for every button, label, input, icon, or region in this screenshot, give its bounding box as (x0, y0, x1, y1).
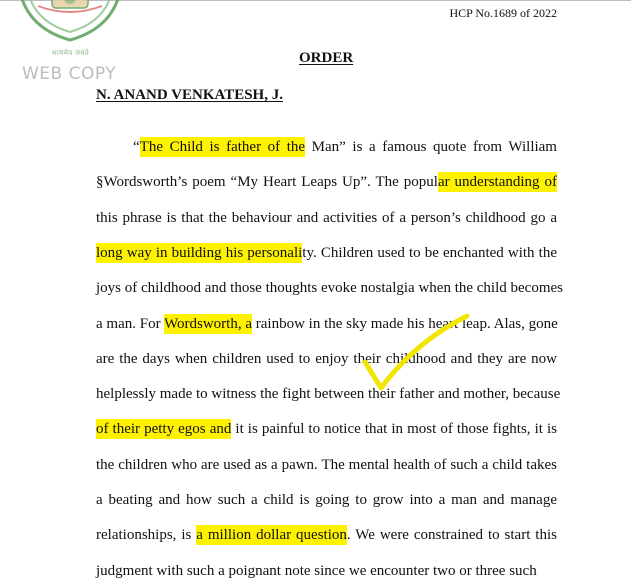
paragraph-line (96, 560, 557, 582)
paragraph-line (96, 242, 557, 264)
judge-name: N. ANAND VENKATESH, J. (96, 87, 283, 103)
paragraph-line (96, 348, 557, 370)
text-segment: a man. For (96, 315, 165, 332)
text-segment: it is painful to notice that in most of those fights, it is (231, 421, 557, 438)
highlighted-text: The Child is father of the (139, 139, 306, 155)
seal-caption: सत्यमेव जयते (52, 49, 90, 57)
paragraph-line (96, 207, 557, 229)
paragraph-line (96, 524, 557, 546)
paragraph-line (96, 313, 557, 335)
text-segment: §Wordsworth’s poem “My Heart Leaps Up”. The popul (96, 174, 438, 191)
highlighted-text: a million dollar question (196, 527, 347, 544)
text-segment: the children who are used as a pawn. The mental health of such a child takes (96, 456, 557, 473)
highlighted-text: ar understanding of (437, 174, 557, 191)
text-segment: relationships, is (96, 527, 197, 544)
text-segment: helplessly made to witness the fight between their father and mother, because (96, 386, 561, 403)
text-segment: this phrase is that the behaviour and activities of a person’s childhood go a (96, 209, 557, 226)
paragraph-line (96, 489, 557, 511)
text-segment: rainbow in the sky made his heart leap. Alas, gone (252, 315, 558, 332)
paragraph-line (96, 277, 563, 299)
order-heading: ORDER (299, 50, 354, 66)
emblem-seal-icon (10, 0, 130, 46)
text-segment: are the days when children used to enjoy their childhood and they are now (96, 350, 557, 367)
checkmark-icon (355, 312, 475, 397)
paragraph-line (96, 171, 557, 193)
highlighted-text: Wordsworth, a (164, 315, 253, 332)
highlighted-text: of their petty egos and (96, 421, 232, 438)
paragraph-line (96, 383, 561, 405)
text-segment: a beating and how such a child is going to grow into a man and manage (96, 492, 557, 508)
paragraph-line (96, 418, 557, 440)
text-segment: judgment with such a poignant note since we encounter two or three such (96, 562, 537, 579)
paragraph-line (133, 136, 557, 158)
text-segment: “ (133, 139, 140, 155)
case-number: HCP No.1689 of 2022 (449, 6, 557, 20)
text-segment: joys of childhood and those thoughts evoke nostalgia when the child becomes (96, 280, 563, 297)
text-segment: ty. Children used to be enchanted with the (302, 244, 557, 261)
text-segment: Man” is a famous quote from William (305, 139, 557, 155)
highlighted-text: long way in building his personali (96, 244, 303, 261)
paragraph-line (96, 454, 557, 476)
watermark: WEB COPY (22, 64, 117, 84)
text-segment: . We were constrained to start this (346, 527, 557, 544)
